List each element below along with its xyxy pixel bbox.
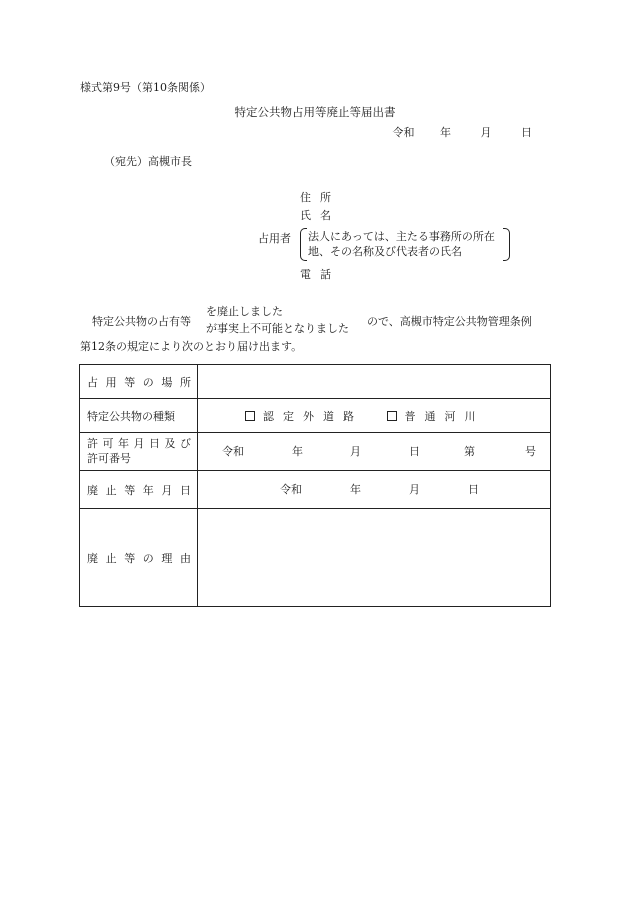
reason-label-text: 廃 止 等 の 理 由	[87, 551, 191, 565]
checkbox-road[interactable]	[245, 411, 255, 421]
reason-label	[80, 509, 198, 607]
permit-label-line2: 許可番号	[87, 451, 131, 465]
address-label: 住所	[300, 191, 340, 204]
abolish-date-label	[80, 471, 198, 509]
submission-date	[393, 127, 533, 138]
corporate-note-line2: 地、その名称及び代表者の氏名	[308, 245, 462, 258]
date-day-label: 日	[521, 126, 532, 139]
occupant-label: 占用者	[258, 232, 291, 245]
permit-no-prefix: 第	[464, 444, 475, 458]
option-river[interactable]: 普通河川	[387, 410, 485, 423]
permit-label	[80, 433, 198, 471]
reason-cell[interactable]	[198, 509, 551, 607]
permit-label-line1: 許 可 年 月 日 及 び	[87, 436, 191, 450]
abolish-day: 日	[468, 482, 479, 496]
location-label	[80, 365, 198, 399]
location-label-text: 占 用 等 の 場 所	[87, 375, 191, 389]
abolish-date-fields	[198, 483, 550, 497]
permit-no-suffix: 号	[525, 444, 536, 458]
name-label: 氏名	[300, 209, 340, 222]
permit-year: 年	[292, 444, 303, 458]
paragraph-option-impossible: が事実上不可能となりました	[206, 322, 349, 335]
date-month-label: 月	[480, 126, 492, 139]
permit-day: 日	[409, 444, 420, 458]
abolish-era: 令和	[280, 482, 302, 496]
corporate-note	[300, 228, 510, 261]
abolish-month: 月	[409, 482, 420, 496]
checkbox-river[interactable]	[387, 411, 397, 421]
left-bracket	[300, 228, 307, 261]
date-year-label: 年	[440, 126, 451, 139]
paragraph-end: ので、高槻市特定公共物管理条例	[367, 315, 532, 328]
permit-fields	[198, 445, 550, 459]
details-table	[79, 364, 551, 607]
option-road[interactable]: 認定外道路	[245, 410, 367, 423]
permit-month: 月	[350, 444, 361, 458]
document-title: 特定公共物占用等廃止等届出書	[234, 105, 396, 119]
date-era: 令和	[392, 126, 415, 139]
table-row	[80, 399, 551, 433]
table-row	[80, 471, 551, 509]
abolish-year: 年	[350, 482, 361, 496]
paragraph-line2: 第12条の規定により次のとおり届け出ます。	[80, 340, 303, 353]
table-row	[80, 433, 551, 471]
location-cell[interactable]	[198, 365, 551, 399]
form-number: 様式第9号（第10条関係）	[80, 81, 211, 94]
type-cell	[198, 399, 551, 433]
paragraph-start: 特定公共物の占有等	[92, 315, 191, 328]
table-row	[80, 509, 551, 607]
type-label: 特定公共物の種類	[80, 399, 198, 433]
phone-label: 電話	[300, 268, 340, 281]
abolish-date-label-text: 廃 止 等 年 月 日	[87, 483, 191, 497]
permit-era: 令和	[222, 444, 244, 458]
abolish-date-cell[interactable]	[198, 471, 551, 509]
paragraph-option-abolished: を廃止しました	[206, 305, 283, 318]
corporate-note-line1: 法人にあっては、主たる事務所の所在	[308, 230, 495, 243]
table-row	[80, 365, 551, 399]
permit-cell[interactable]	[198, 433, 551, 471]
addressee: （宛先）高槻市長	[104, 155, 192, 168]
right-bracket	[503, 228, 510, 261]
